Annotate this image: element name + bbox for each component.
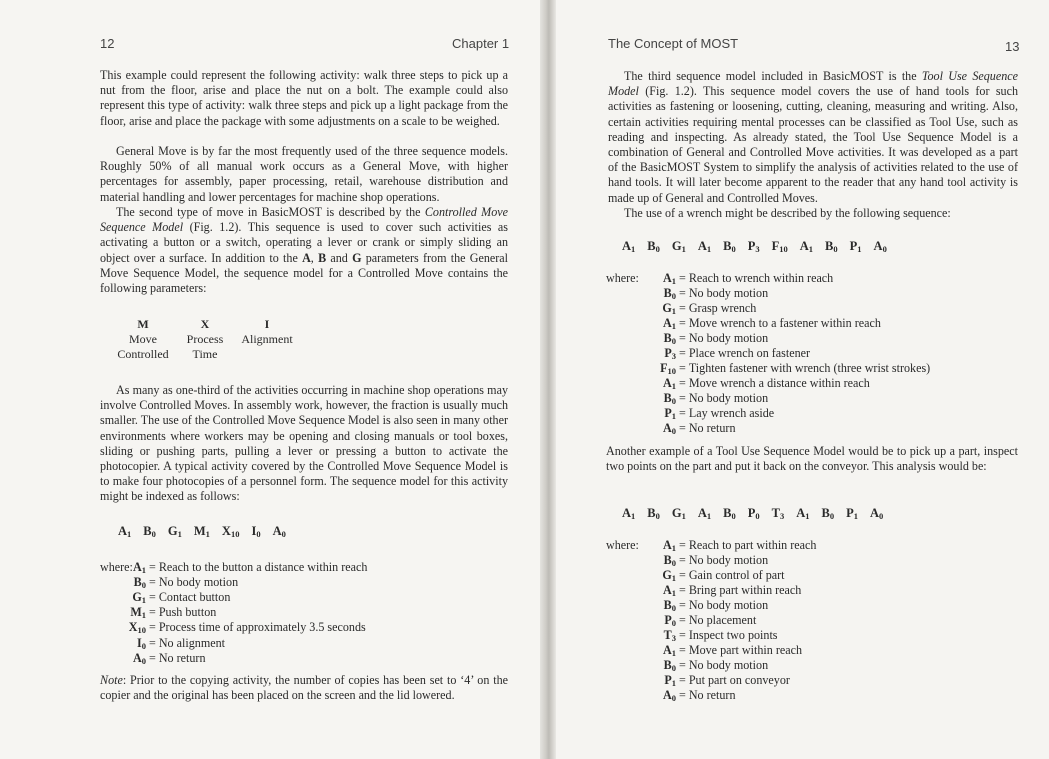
parameter-name: Move <box>129 332 157 346</box>
sequence-parameter: $A_0$ <box>873 239 887 254</box>
definition-row <box>650 331 768 346</box>
definition-text: No body motion <box>688 286 769 300</box>
paragraph: The use of a wrench might be described by the following sequence: <box>624 206 951 220</box>
equals-sign: = <box>679 658 686 672</box>
definition-text: No alignment <box>158 635 225 650</box>
definition-row <box>120 605 216 620</box>
definition-text: Reach to wrench within reach <box>688 271 834 285</box>
definition-row <box>650 673 790 688</box>
book-spine <box>540 0 556 759</box>
sequence-parameter: $B_0$ <box>143 524 156 539</box>
parameter-symbol: $B_0$ <box>663 598 676 613</box>
equals-sign: = <box>679 538 686 552</box>
equals-sign: = <box>679 553 686 567</box>
equals-sign: = <box>679 406 686 420</box>
parameter-symbol: $A_1$ <box>663 316 676 331</box>
definition-row <box>120 575 238 590</box>
equals-sign: = <box>679 316 686 330</box>
sequence-parameter: $B_0$ <box>647 239 660 254</box>
paragraph: General Move is by far the most frequently used of the three sequence models. Roughly 50% of all manual work occurs as a General Move, with higher percentages for assembly, paper processing, retail, warehouse distribution and material handling and lower percentages for machine shop operations. <box>100 144 508 204</box>
definition-text: Gain control of part <box>688 568 785 582</box>
equals-sign: = <box>149 605 156 620</box>
definition-text: Move wrench a distance within reach <box>688 376 870 390</box>
definition-row <box>650 688 736 703</box>
definition-text: Inspect two points <box>688 628 778 642</box>
equals-sign: = <box>679 376 686 390</box>
sequence-parameter: $B_0$ <box>723 506 736 521</box>
parameter-symbol: $P_1$ <box>664 673 676 688</box>
parameter-letter: M <box>137 317 149 331</box>
sequence-parameter: $T_3$ <box>771 506 785 521</box>
parameter-symbol: $B_0$ <box>133 575 146 591</box>
equals-sign: = <box>679 643 686 657</box>
definition-text: No return <box>158 650 206 665</box>
equals-sign: = <box>679 568 686 582</box>
parameter-symbol: $B_0$ <box>663 331 676 346</box>
equals-sign: = <box>679 613 686 627</box>
equals-sign: = <box>679 421 686 435</box>
parameter-name: Alignment <box>241 332 293 346</box>
sequence-parameter: $P_1$ <box>846 506 858 521</box>
definition-text: No placement <box>688 613 757 627</box>
parameter-column <box>108 317 178 362</box>
definition-row <box>120 651 206 666</box>
equals-sign: = <box>149 650 156 665</box>
definition-row <box>650 391 768 406</box>
definition-text: No body motion <box>688 658 769 672</box>
sequence-parameter: $M_1$ <box>193 524 210 539</box>
definition-text: Move wrench to a fastener within reach <box>688 316 881 330</box>
definition-row <box>650 643 802 658</box>
sequence-parameter: $P_1$ <box>849 239 862 254</box>
page-number: 13 <box>1005 39 1020 54</box>
definition-text: Lay wrench aside <box>688 406 775 420</box>
where-label: where: <box>606 271 639 285</box>
sequence-parameter: $X_{10}$ <box>221 524 240 539</box>
equals-sign: = <box>679 346 686 360</box>
definition-text: No body motion <box>158 575 239 590</box>
equals-sign: = <box>679 673 686 687</box>
paragraph: As many as one-third of the activities occurring in machine shop operations may involve Controlled Moves. In assembly work, however, the fraction is usually much smaller. The use of the Controlled Move Sequence Model is also seen in many other environments where workers may be opening and closing manuals or tool boxes, sliding or pushing parts, pulling a lever or pressing a button to activate the photocopier. A typical activity covered by the Controlled Move Sequence Model is to make four photocopies of a personnel form. The sequence model for this activity might be indexed as follows: <box>100 383 508 504</box>
parameter-symbol: $A_0$ <box>663 688 676 703</box>
definition-text: No return <box>688 421 736 435</box>
equals-sign: = <box>679 583 686 597</box>
sequence-parameter: $A_1$ <box>622 239 636 254</box>
paragraph: This example could represent the following activity: walk three steps to pick up a nut from the floor, arise and place the nut on a bolt. The example could also represent this type of activity: walk three steps and pick up a light package from the floor, arise and place the package with some adjustments on a scale to be weighed. <box>100 68 508 128</box>
sequence-parameter: $G_1$ <box>671 239 686 254</box>
sequence-model <box>118 524 298 539</box>
parameter-name <box>232 347 302 362</box>
sequence-parameter: $A_1$ <box>796 506 810 521</box>
parameter-name: Controlled <box>117 347 169 361</box>
parameter-symbol: $A_1$ <box>663 376 676 391</box>
definition-row <box>120 590 230 605</box>
paragraph: The third sequence model included in BasicMOST is the Tool Use Sequence Model (Fig. 1.2). This sequence model covers the use of hand tools for such activities as fastening or loosening, cutting, cleaning, measuring and writing. Also, certain activities requiring mental processes can be classified as Tool Use, such as reading and inspecting. As already stated, the Tool Use Sequence Model is a combination of General and Controlled Move activities. It was developed as a part of the BasicMOST System to simplify the analysis of activities related to the use of hand tools. It will later become apparent to the reader that any hand tool activity is made up of General and Controlled Moves. <box>608 69 1018 205</box>
definition-row <box>120 560 367 575</box>
parameter-symbol: $I_0$ <box>137 635 146 651</box>
parameter-symbol: $A_1$ <box>663 538 676 553</box>
sequence-parameter: $A_1$ <box>697 239 712 254</box>
page-number: 12 <box>100 36 115 51</box>
chapter-title: The Concept of MOST <box>608 36 739 51</box>
parameter-symbol: $G_1$ <box>662 568 676 583</box>
equals-sign: = <box>149 575 156 590</box>
definition-row <box>650 271 833 286</box>
sequence-parameter: $P_0$ <box>747 506 760 521</box>
parameter-symbol: $A_0$ <box>133 650 146 666</box>
parameter-symbol: $P_1$ <box>664 406 676 421</box>
definition-row <box>650 421 736 436</box>
definition-row <box>650 406 774 421</box>
parameter-symbol: $G_1$ <box>662 301 676 316</box>
parameter-symbol: $X_{10}$ <box>128 620 146 636</box>
parameter-name: Process <box>186 332 224 346</box>
sequence-parameter: $A_1$ <box>118 524 132 539</box>
definition-text: No body motion <box>688 331 769 345</box>
parameter-symbol: $G_1$ <box>132 590 146 606</box>
definition-row <box>650 286 768 301</box>
definition-text: Tighten fastener with wrench (three wrist strokes) <box>688 361 931 375</box>
equals-sign: = <box>149 560 156 574</box>
definition-text: Put part on conveyor <box>688 673 790 687</box>
sequence-parameter: $A_0$ <box>272 524 286 539</box>
definition-row <box>650 613 756 628</box>
parameter-symbol: $P_3$ <box>664 346 676 361</box>
parameter-symbol: $M_1$ <box>130 605 146 621</box>
equals-sign: = <box>149 620 156 635</box>
sequence-parameter: $B_0$ <box>821 506 835 521</box>
parameter-symbol: $A_1$ <box>663 643 676 658</box>
definition-row <box>650 538 816 553</box>
chapter-label: Chapter 1 <box>452 36 510 51</box>
equals-sign: = <box>679 598 686 612</box>
sequence-parameter: $G_1$ <box>671 506 686 521</box>
parameter-symbol: $A_0$ <box>663 421 676 436</box>
equals-sign: = <box>149 590 156 605</box>
equals-sign: = <box>679 688 686 702</box>
parameter-symbol: $T_3$ <box>663 628 676 643</box>
parameter-column <box>170 317 240 362</box>
parameter-letter: X <box>200 317 210 331</box>
sequence-parameter: $A_1$ <box>622 506 636 521</box>
sequence-parameter: $G_1$ <box>167 524 182 539</box>
definition-row <box>650 598 768 613</box>
sequence-model <box>622 506 895 521</box>
definition-text: Grasp wrench <box>688 301 757 315</box>
definition-text: No body motion <box>688 598 769 612</box>
parameter-table <box>108 317 348 365</box>
parameter-symbol: $B_0$ <box>663 553 676 568</box>
parameter-letter: I <box>264 317 270 331</box>
definition-row <box>120 636 225 651</box>
definition-row <box>120 620 366 635</box>
parameter-symbol: $A_1$ <box>663 271 676 286</box>
equals-sign: = <box>679 301 686 315</box>
equals-sign: = <box>679 628 686 642</box>
parameter-definitions <box>606 538 1036 708</box>
sequence-model <box>622 239 899 254</box>
definition-row <box>650 658 768 673</box>
equals-sign: = <box>679 286 686 300</box>
definition-row <box>650 376 870 391</box>
definition-row <box>650 346 810 361</box>
equals-sign: = <box>679 391 686 405</box>
sequence-parameter: $A_1$ <box>799 239 814 254</box>
parameter-symbol: $A_1$ <box>133 560 146 575</box>
equals-sign: = <box>679 331 686 345</box>
parameter-name: Time <box>192 347 218 361</box>
parameter-symbol: $B_0$ <box>663 286 676 301</box>
definition-row <box>650 568 785 583</box>
sequence-parameter: $A_1$ <box>697 506 712 521</box>
definition-text: Reach to the button a distance within reach <box>158 560 368 574</box>
parameter-column <box>232 317 302 362</box>
parameter-symbol: $P_0$ <box>664 613 676 628</box>
definition-text: Push button <box>158 605 217 620</box>
parameter-symbol: $F_{10}$ <box>660 361 676 376</box>
definition-text: No body motion <box>688 391 769 405</box>
parameter-symbol: $A_1$ <box>663 583 676 598</box>
parameter-symbol: $B_0$ <box>663 658 676 673</box>
parameter-definitions <box>606 271 1036 441</box>
parameter-symbol: $B_0$ <box>663 391 676 406</box>
sequence-parameter: $F_{10}$ <box>771 239 788 254</box>
note: Note: Prior to the copying activity, the number of copies has been set to ‘4’ on the copier and the original has been placed on the screen and the lid lowered. <box>100 673 508 703</box>
definition-row <box>650 301 756 316</box>
definition-text: Contact button <box>158 590 231 605</box>
definition-text: Reach to part within reach <box>688 538 817 552</box>
parameter-definitions <box>100 560 520 670</box>
definition-text: No return <box>688 688 736 702</box>
where-label: where: <box>606 538 639 552</box>
paragraph: Another example of a Tool Use Sequence Model would be to pick up a part, inspect two points on the part and put it back on the conveyor. This analysis would be: <box>606 444 1018 474</box>
definition-text: Move part within reach <box>688 643 803 657</box>
sequence-parameter: $B_0$ <box>825 239 838 254</box>
right-page <box>556 0 1049 759</box>
sequence-parameter: $I_0$ <box>251 524 261 539</box>
sequence-parameter: $B_0$ <box>647 506 660 521</box>
equals-sign: = <box>679 271 686 285</box>
definition-row <box>650 361 930 376</box>
definition-text: No body motion <box>688 553 769 567</box>
definition-row <box>650 316 881 331</box>
definition-text: Bring part within reach <box>688 583 802 597</box>
definition-row <box>650 553 768 568</box>
definition-row <box>650 628 778 643</box>
equals-sign: = <box>149 635 156 650</box>
paragraph: The second type of move in BasicMOST is described by the Controlled Move Sequence Model (Fig. 1.2). This sequence is used to cover such activities as activating a button or a switch, operating a lever or crank or simply sliding an object over a surface. In addition to the A, B and G parameters from the General Move Sequence Model, the sequence model for a Controlled Move contains the following parameters: <box>100 205 509 296</box>
equals-sign: = <box>679 361 686 375</box>
sequence-parameter: $B_0$ <box>723 239 736 254</box>
definition-text: Place wrench on fastener <box>688 346 811 360</box>
definition-row <box>650 583 801 598</box>
definition-text: Process time of approximately 3.5 seconds <box>158 620 366 635</box>
sequence-parameter: $A_0$ <box>869 506 884 521</box>
where-label: where: <box>100 560 133 574</box>
sequence-parameter: $P_3$ <box>747 239 760 254</box>
